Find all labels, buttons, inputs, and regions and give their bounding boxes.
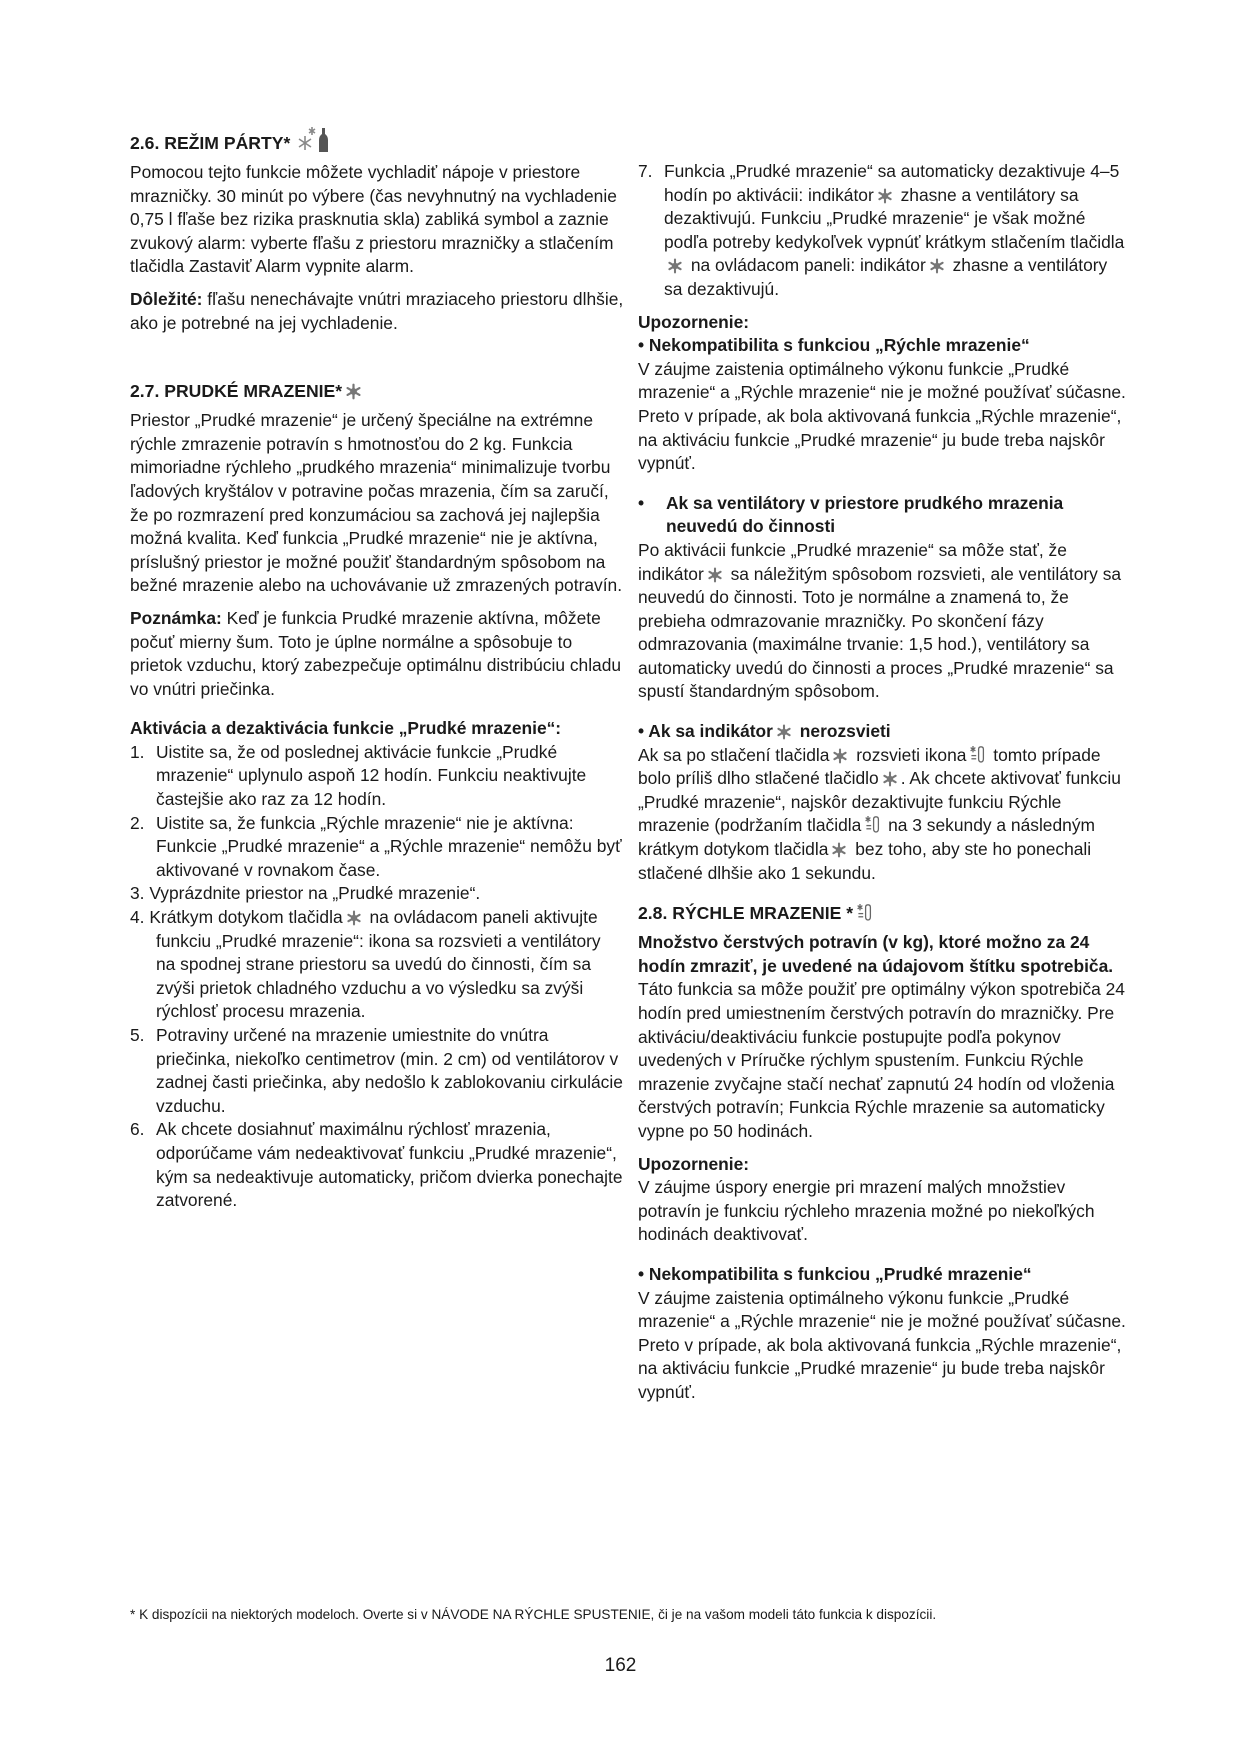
footnote: * K dispozícii na niektorých modeloch. Overte si v NÁVODE NA RÝCHLE SPUSTENIE, či je na vašom modeli táto funkcia k dispozícii.	[130, 1607, 937, 1622]
capacity-statement: Množstvo čerstvých potravín (v kg), ktoré možno za 24 hodín zmraziť, je uvedené na údajovom štítku spotrebiča.	[638, 932, 1114, 976]
shock-freeze-button-icon	[667, 258, 683, 274]
shock-freeze-note: Poznámka: Keď je funkcia Prudké mrazenie aktívna, môžete počuť mierny šum. Toto je úplne normálne a spôsobuje to prietok vzduchu, ktorý zabezpečuje optimálnu distribúciu chladu vo vnútri priečinka.	[130, 607, 622, 699]
step-7: 7. Funkcia „Prudké mrazenie“ sa automaticky dezaktivuje 4–5 hodín po aktivácii: indikátor zhasne a ventilátory sa dezaktivujú. Funkciu „Prudké mrazenie“ je však možné podľa potreby kedykoľvek vypnúť krátkym stlačením tlačidla na ovládacom paneli: indikátor zhasne a ventilátory sa dezaktivujú.	[638, 161, 1125, 299]
shock-freeze-button-icon	[882, 771, 898, 787]
step-3: 3. Vyprázdnite priestor na „Prudké mrazenie“.	[130, 883, 481, 904]
quick-freeze-icon	[864, 814, 880, 834]
shock-freeze-paragraph: Priestor „Prudké mrazenie“ je určený špeciálne na extrémne rýchle zmrazenie potravín s hmotnosťou do 2 kg. Funkcia mimoriadne rýchleho „prudkého mrazenia“ minimalizuje tvorbu ľadových kryštálov v potravine počas mrazenia, čím sa zaručí, že po rozmrazení pred konzumáciou sa zachová jej najlepšia možná kvalita. Keď funkcia „Prudké mrazenie“ nie je aktívna, príslušný priestor je možné použiť štandardným spôsobom na bežné mrazenie alebo na uchovávanie už zmrazených potravín.	[130, 410, 623, 596]
quick-freeze-icon	[856, 902, 872, 922]
indicator-text: Ak sa po stlačení tlačidla rozsvieti ikona tomto prípade bolo príliš dlho stlačené tlačidlo . Ak chcete aktivovať funkciu „Prudké mrazenie“, najskôr dezaktivujte funkciu Rýchle mrazenie (podržaním tlačidla na 3 sekundy a následným krátkym dotykom tlačidla bez toho, aby ste ho ponechali stlačené dlhšie ako 1 sekundu.	[638, 744, 1121, 883]
step-4: 4. Krátkym dotykom tlačidla na ovládacom paneli aktivujte funkciu „Prudké mrazenie“: ikona sa rozsvieti a ventilátory na spodnej strane priestoru sa uvedú do činnosti, čím sa zvýši prietok chladného vzduchu a vo výsledku sa zvýši rýchlosť procesu mrazenia.	[130, 907, 601, 1022]
incompatibility-bullet-2: • Nekompatibilita s funkciou „Prudké mrazenie“	[638, 1263, 1032, 1284]
step-2: 2. Uistite sa, že funkcia „Rýchle mrazenie“ nie je aktívna: Funkcie „Prudké mrazenie“ a „Rýchle mrazenie“ nemôžu byť aktivované v rovnakom čase.	[130, 812, 622, 880]
quick-freeze-icon	[969, 744, 985, 764]
incompatibility-text: V záujme zaistenia optimálneho výkonu funkcie „Prudké mrazenie“ a „Rýchle mrazenie“ nie je možné používať súčasne. Preto v prípade, ak bola aktivovaná funkcia „Rýchle mrazenie“, na aktiváciu funkcie „Prudké mrazenie“ ju bude treba najskôr vypnúť.	[638, 358, 1126, 474]
activation-steps	[130, 741, 624, 1213]
fans-bullet: • Ak sa ventilátory v priestore prudkého mrazenia neuvedú do činnosti	[638, 492, 1064, 537]
indicator-icon	[707, 567, 723, 583]
shock-freeze-button-icon	[832, 748, 848, 764]
indicator-icon	[877, 188, 893, 204]
step-1: 1. Uistite sa, že od poslednej aktivácie funkcie „Prudké mrazenie“ uplynulo aspoň 12 hodín. Funkciu neaktivujte častejšie ako raz za 12 hodín.	[130, 741, 587, 810]
page-number: 162	[604, 1655, 637, 1676]
section-2-8-heading: 2.8. RÝCHLE MRAZENIE *	[638, 901, 1128, 925]
party-mode-paragraph: Pomocou tejto funkcie môžete vychladiť nápoje v priestore mrazničky. 30 minút po výbere (čas nevyhnutný na vychladenie 0,75 l fľaše bez rizika prasknutia skla) zabliká symbol a zaznie zvukový alarm: vyberte fľašu z priestoru mrazničky a stlačením tlačidla Zastaviť Alarm vypnite alarm.	[130, 162, 617, 277]
step-5: 5. Potraviny určené na mrazenie umiestnite do vnútra priečinka, niekoľko centimetrov (min. 2 cm) od ventilátorov v zadnej časti priečinka, aby nedošlo k zablokovaniu cirkulácie vzduchu.	[130, 1025, 623, 1116]
important-note: Dôležité: fľašu nenechávajte vnútri mraziaceho priestoru dlhšie, ako je potrebné na jej vychladenie.	[130, 288, 624, 333]
section-2-6-heading: 2.6. REŽIM PÁRTY*	[130, 126, 624, 155]
indicator-icon	[929, 258, 945, 274]
incompatibility-text-2: V záujme zaistenia optimálneho výkonu funkcie „Prudké mrazenie“ a „Rýchle mrazenie“ nie je možné používať súčasne. Preto v prípade, ak bola aktivovaná funkcia „Rýchle mrazenie“, na aktiváciu funkcie „Prudké mrazenie“ ju bude treba najskôr vypnúť.	[638, 1287, 1126, 1402]
shock-freeze-icon	[345, 383, 362, 400]
activation-heading: Aktivácia a dezaktivácia funkcie „Prudké mrazenie“:	[130, 718, 562, 739]
incompatibility-bullet: • Nekompatibilita s funkciou „Rýchle mrazenie“	[638, 335, 1030, 356]
party-mode-icon	[298, 126, 330, 154]
step-6: 6. Ak chcete dosiahnuť maximálnu rýchlosť mrazenia, odporúčame vám nedeaktivovať funkciu „Prudké mrazenie“, kým sa nedeaktivuje automaticky, pričom dvierka ponechajte zatvorené.	[130, 1119, 623, 1211]
left-column	[130, 126, 624, 1213]
indicator-icon	[776, 724, 792, 740]
right-column	[638, 160, 1128, 1405]
warning-label: Upozornenie:	[638, 311, 750, 332]
shock-freeze-button-icon	[346, 910, 362, 926]
warning-label-2: Upozornenie:	[638, 1153, 750, 1174]
section-2-7-heading: 2.7. PRUDKÉ MRAZENIE*	[130, 379, 624, 403]
energy-saving-text: V záujme úspory energie pri mrazení malých množstiev potravín je funkciu rýchleho mrazenia možné po niekoľkých hodinách deaktivovať.	[638, 1177, 1095, 1245]
shock-freeze-button-icon	[831, 842, 847, 858]
fans-text: Po aktivácii funkcie „Prudké mrazenie“ sa môže stať, že indikátor sa náležitým spôsobom rozsvieti, ale ventilátory sa neuvedú do činnosti. Toto je normálne a znamená to, že prebieha odmrazovanie mrazničky. Po skončení fázy odmrazovania (maximálne trvanie: 1,5 hod.), ventilátory sa automaticky uvedú do činnosti a proces „Prudké mrazenie“ sa spustí štandardným spôsobom.	[638, 539, 1122, 702]
indicator-bullet: • Ak sa indikátor nerozsvieti	[638, 721, 891, 742]
quick-freeze-paragraph: Táto funkcia sa môže použiť pre optimálny výkon spotrebiča 24 hodín pred umiestnením čerstvých potravín do mrazničky. Pre aktiváciu/deaktiváciu funkcie postupujte podľa pokynov uvedených v Príručke rýchlym spustením. Funkciu Rýchle mrazenie zvyčajne stačí nechať zapnutú 24 hodín od vloženia čerstvých potravín; Funkcia Rýchle mrazenie sa automaticky vypne po 50 hodinách.	[638, 979, 1125, 1141]
